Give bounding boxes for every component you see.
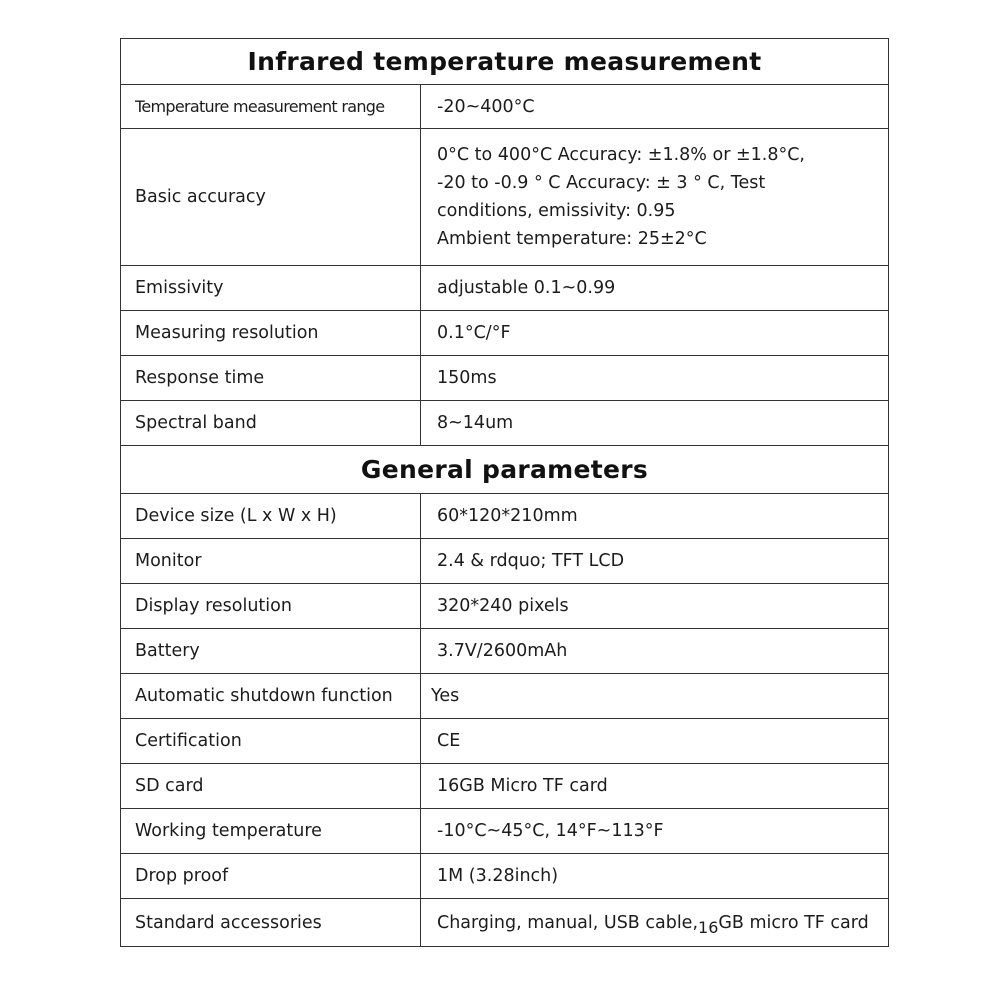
table-row [121, 584, 889, 629]
table-row [121, 494, 889, 539]
row-label: Device size (L x W x H) [121, 494, 421, 539]
section-title-infrared: Infrared temperature measurement [121, 39, 889, 85]
row-value: CE [421, 719, 889, 764]
row-value: 3.7V/2600mAh [421, 629, 889, 674]
row-label: Battery [121, 629, 421, 674]
table-row [121, 356, 889, 401]
value-line: conditions, emissivity: 0.95 [437, 201, 676, 221]
table-row [121, 764, 889, 809]
table-row [121, 719, 889, 764]
row-label: Monitor [121, 539, 421, 584]
row-value: 2.4 & rdquo; TFT LCD [421, 539, 889, 584]
row-label: Emissivity [121, 266, 421, 311]
row-value-multiline [421, 129, 889, 266]
row-value-accessories [421, 899, 889, 947]
row-value: adjustable 0.1~0.99 [421, 266, 889, 311]
table-row [121, 129, 889, 266]
table-row [121, 809, 889, 854]
section-header-infrared [121, 39, 889, 85]
row-label: SD card [121, 764, 421, 809]
row-value: 1M (3.28inch) [421, 854, 889, 899]
table-row [121, 899, 889, 947]
row-label: Spectral band [121, 401, 421, 446]
row-label: Temperature measurement range [121, 85, 421, 129]
table-row [121, 629, 889, 674]
row-label: Standard accessories [121, 899, 421, 947]
row-value: Yes [421, 674, 889, 719]
table-row [121, 311, 889, 356]
row-label: Basic accuracy [121, 129, 421, 266]
section-title-general: General parameters [121, 446, 889, 494]
value-line: -20 to -0.9 ° C Accuracy: ± 3 ° C, Test [437, 173, 766, 193]
row-label: Display resolution [121, 584, 421, 629]
section-header-general [121, 446, 889, 494]
spec-table [120, 38, 889, 947]
row-label: Working temperature [121, 809, 421, 854]
row-label: Automatic shutdown function [121, 674, 421, 719]
table-row [121, 854, 889, 899]
row-value: 8~14um [421, 401, 889, 446]
table-row [121, 674, 889, 719]
row-value: 0.1°C/°F [421, 311, 889, 356]
value-line: Ambient temperature: 25±2°C [437, 229, 707, 249]
row-value: -10°C~45°C, 14°F~113°F [421, 809, 889, 854]
table-row [121, 401, 889, 446]
row-value: 150ms [421, 356, 889, 401]
row-label: Response time [121, 356, 421, 401]
row-label: Drop proof [121, 854, 421, 899]
row-value: 16GB Micro TF card [421, 764, 889, 809]
table-row [121, 266, 889, 311]
accessories-number: 16 [698, 917, 719, 937]
accessories-tail-text: GB micro TF card [718, 912, 869, 933]
row-value: 60*120*210mm [421, 494, 889, 539]
accessories-main-text: Charging, manual, USB cable, [437, 912, 699, 933]
row-label: Measuring resolution [121, 311, 421, 356]
row-value: -20~400°C [421, 85, 889, 129]
value-line: 0°C to 400°C Accuracy: ±1.8% or ±1.8°C, [437, 145, 805, 165]
table-row [121, 539, 889, 584]
row-value: 320*240 pixels [421, 584, 889, 629]
table-row [121, 85, 889, 129]
row-label: Certification [121, 719, 421, 764]
